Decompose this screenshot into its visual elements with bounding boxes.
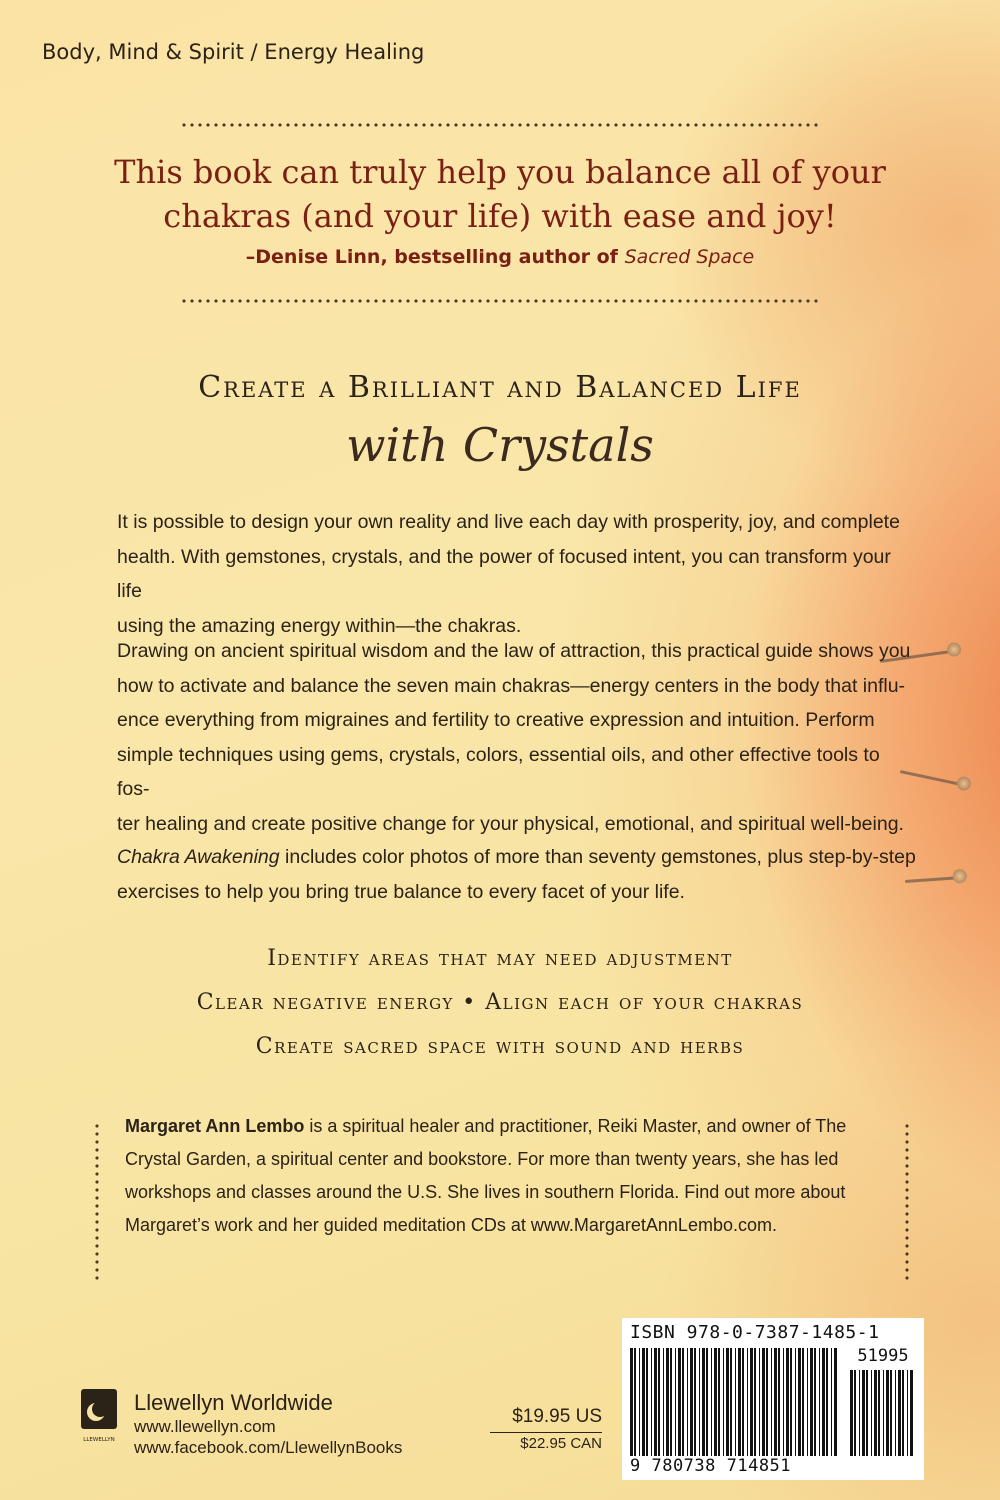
- barcode-bar: [798, 1348, 801, 1456]
- barcode-bar: [702, 1348, 705, 1456]
- body-line: Drawing on ancient spiritual wisdom and the law of attraction, this practical guide shows you: [117, 640, 911, 662]
- feature-item: Identify areas that may need adjustment: [267, 946, 733, 971]
- barcode-bar: [690, 1348, 693, 1456]
- barcode-bar: [634, 1348, 636, 1456]
- quote-line: chakras (and your life) with ease and joy!: [163, 197, 837, 235]
- barcode-bar: [678, 1348, 681, 1456]
- body-line: exercises to help you bring true balance to every facet of your life.: [117, 880, 685, 903]
- body-text: includes color photos of more than seventy gemstones, plus step-by-step: [279, 846, 916, 868]
- body-line: It is possible to design your own reality and live each day with prosperity, joy, and complete: [117, 511, 900, 533]
- feature-item: Clear negative energy • Align each of your chakras: [196, 990, 804, 1015]
- barcode-bar: [747, 1348, 748, 1456]
- barcode-bar: [666, 1348, 669, 1456]
- barcode-bar: [750, 1348, 753, 1456]
- dotted-divider-top: [180, 122, 820, 128]
- attribution-book-title: Sacred Space: [624, 246, 755, 268]
- dotted-border-left: [94, 1122, 100, 1282]
- bio-line: [125, 1110, 895, 1143]
- barcode-bar: [774, 1348, 777, 1456]
- barcode-bar: [658, 1348, 660, 1456]
- barcode-bar: [834, 1348, 837, 1456]
- barcode-bar: [670, 1348, 672, 1456]
- bio-line: workshops and classes around the U.S. She lives in southern Florida. Find out more about: [125, 1182, 846, 1202]
- barcode-bar: [802, 1348, 804, 1456]
- feature-list: [0, 937, 1000, 1069]
- barcode-bar: [654, 1348, 657, 1456]
- headline: Create a Brilliant and Balanced Life: [198, 370, 802, 405]
- barcode-bar: [711, 1348, 712, 1456]
- barcode-bar: [735, 1348, 736, 1456]
- barcode-bar: [651, 1348, 652, 1456]
- barcode-bar: [663, 1348, 664, 1456]
- barcode-bar: [854, 1370, 856, 1456]
- barcode-bar: [771, 1348, 772, 1456]
- barcode-bar: [862, 1370, 865, 1456]
- dotted-divider-bottom: [180, 298, 820, 304]
- barcode-bar: [890, 1370, 892, 1456]
- ean-barcode-bars: [630, 1348, 838, 1456]
- barcode-bar: [786, 1348, 789, 1456]
- price-can: $22.95 CAN: [520, 1435, 602, 1452]
- barcode-bar: [778, 1348, 780, 1456]
- barcode-bar: [714, 1348, 717, 1456]
- price-us: $19.95 US: [490, 1404, 602, 1433]
- bio-line: Crystal Garden, a spiritual center and bookstore. For more than twenty years, she has led: [125, 1149, 839, 1169]
- barcode-bar: [910, 1370, 913, 1456]
- barcode-bar: [646, 1348, 648, 1456]
- body-line: ter healing and create positive change for your physical, emotional, and spiritual well-being.: [117, 812, 904, 835]
- publisher-facebook: www.facebook.com/LlewellynBooks: [134, 1438, 403, 1457]
- barcode-addon-number: 51995: [857, 1346, 909, 1366]
- bio-text: is a spiritual healer and practitioner, Reiki Master, and owner of The: [304, 1116, 847, 1136]
- barcode-bar: [831, 1348, 832, 1456]
- headline-script: with Crystals: [346, 418, 654, 472]
- logo-text: LLEWELLYN: [83, 1437, 115, 1443]
- description-paragraph-3: [117, 840, 917, 909]
- barcode-bar: [718, 1348, 720, 1456]
- publisher-info: [134, 1390, 402, 1458]
- barcode-bar: [814, 1348, 816, 1456]
- bio-line: Margaret’s work and her guided meditation CDs at www.MargaretAnnLembo.com.: [125, 1215, 777, 1235]
- barcode-bar: [819, 1348, 820, 1456]
- barcode-bar: [795, 1348, 796, 1456]
- barcode-bar: [723, 1348, 724, 1456]
- quote-attribution: [0, 246, 1000, 268]
- barcode-bar: [859, 1370, 860, 1456]
- publisher-website: www.llewellyn.com: [134, 1417, 276, 1436]
- feature-item: Create sacred space with sound and herbs: [255, 1034, 745, 1059]
- description-paragraph-2: [117, 634, 917, 841]
- body-line: health. With gemstones, crystals, and the power of focused intent, you can transform your life: [117, 545, 891, 602]
- barcode-bar: [790, 1348, 792, 1456]
- barcode-bar: [630, 1348, 633, 1456]
- body-line: using the amazing energy within—the chakras.: [117, 614, 522, 637]
- barcode-bar: [766, 1348, 768, 1456]
- barcode-bar: [682, 1348, 684, 1456]
- author-name: Margaret Ann Lembo: [125, 1116, 305, 1136]
- barcode-bar: [895, 1370, 896, 1456]
- barcode-bar: [738, 1348, 741, 1456]
- barcode-bar: [639, 1348, 640, 1456]
- barcode-bar: [675, 1348, 676, 1456]
- barcode-bar: [694, 1348, 696, 1456]
- barcode-bar: [699, 1348, 700, 1456]
- publisher-name: Llewellyn Worldwide: [134, 1390, 333, 1415]
- barcode-bar: [878, 1370, 880, 1456]
- attribution-text: –Denise Linn, bestselling author of: [245, 246, 625, 268]
- barcode-bar: [807, 1348, 808, 1456]
- barcode-bar: [706, 1348, 708, 1456]
- quote-line: This book can truly help you balance all of your: [114, 153, 886, 191]
- barcode-bar: [754, 1348, 756, 1456]
- barcode-bar: [783, 1348, 784, 1456]
- ean-number: 9 780738 714851: [630, 1456, 792, 1476]
- description-paragraph-1: [117, 505, 917, 643]
- barcode-bar: [687, 1348, 688, 1456]
- body-line: how to activate and balance the seven main chakras—energy centers in the body that influ-: [117, 674, 906, 697]
- llewellyn-moon-logo-icon: [80, 1388, 118, 1444]
- barcode: [622, 1318, 924, 1480]
- barcode-bar: [759, 1348, 760, 1456]
- barcode-bar: [874, 1370, 877, 1456]
- barcode-bar: [866, 1370, 868, 1456]
- barcode-bar: [730, 1348, 732, 1456]
- barcode-bar: [822, 1348, 825, 1456]
- barcode-bar: [742, 1348, 744, 1456]
- barcode-bar: [762, 1348, 765, 1456]
- price-block: [490, 1404, 602, 1455]
- body-line: ence everything from migraines and fertility to creative expression and intuition. Perform: [117, 709, 875, 731]
- body-line: simple techniques using gems, crystals, colors, essential oils, and other effective tools to fos-: [117, 743, 880, 800]
- barcode-bar: [886, 1370, 889, 1456]
- barcode-bar: [883, 1370, 884, 1456]
- barcode-bar: [850, 1370, 853, 1456]
- endorsement-quote: [0, 150, 1000, 238]
- dotted-border-right: [904, 1122, 910, 1282]
- barcode-bar: [871, 1370, 872, 1456]
- body-line: [117, 840, 917, 875]
- barcode-bar: [810, 1348, 813, 1456]
- barcode-bar: [907, 1370, 908, 1456]
- barcode-bar: [898, 1370, 901, 1456]
- barcode-bar: [642, 1348, 645, 1456]
- author-bio: [125, 1110, 895, 1242]
- genre-category: Body, Mind & Spirit / Energy Healing: [42, 40, 425, 64]
- addon-barcode-bars: [850, 1370, 916, 1456]
- barcode-bar: [902, 1370, 904, 1456]
- isbn-number: ISBN 978-0-7387-1485-1: [630, 1322, 880, 1343]
- book-title: Chakra Awakening: [117, 846, 280, 868]
- barcode-bar: [726, 1348, 729, 1456]
- barcode-bar: [826, 1348, 828, 1456]
